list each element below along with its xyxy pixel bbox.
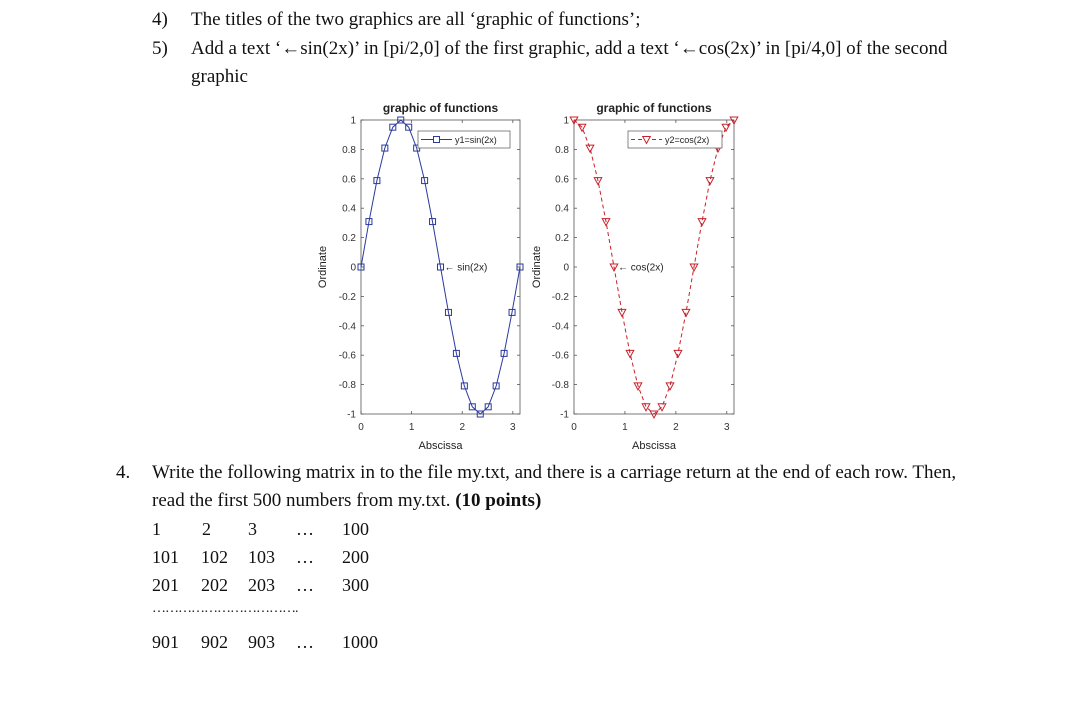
- legend-marker: [434, 137, 440, 143]
- y-tick-label: -0.4: [338, 321, 356, 333]
- data-point: [674, 350, 682, 357]
- x-tick-label: 0: [571, 422, 577, 433]
- question-number: 4.: [116, 462, 131, 483]
- matrix-cell: 2: [202, 519, 211, 539]
- legend-label: y2=cos(2x): [665, 135, 710, 145]
- legend-label: y1=sin(2x): [455, 135, 497, 145]
- chart-title: graphic of functions: [596, 101, 712, 115]
- x-tick-label: 0: [358, 422, 364, 433]
- y-tick-label: 0: [563, 262, 569, 274]
- x-tick-label: 1: [408, 422, 415, 433]
- chart-sin: [317, 101, 523, 452]
- y-tick-label: 1: [563, 115, 569, 127]
- chart-title: graphic of functions: [382, 101, 499, 115]
- matrix-cell: 100: [342, 519, 369, 539]
- y-tick-label: -0.6: [338, 350, 356, 362]
- matrix-cell: 902: [201, 632, 228, 652]
- matrix-ellipsis: …: [296, 632, 314, 652]
- x-tick-label: 1: [622, 422, 628, 433]
- matrix-cell: 202: [201, 575, 228, 595]
- matrix-cell: 102: [201, 547, 228, 567]
- y-tick-label: 0.8: [342, 144, 356, 156]
- matrix-cell: 1000: [342, 632, 378, 652]
- points-label: (10 points): [455, 490, 542, 511]
- matrix-cell: 3: [248, 519, 257, 539]
- data-point: [586, 145, 594, 152]
- y-tick-label: -0.8: [338, 380, 356, 392]
- x-tick-label: 2: [459, 422, 466, 433]
- y-tick-label: 0.4: [342, 203, 356, 215]
- chart-cos: [531, 101, 738, 452]
- matrix-cell: 203: [248, 575, 275, 595]
- matrix-ellipsis: …: [296, 575, 314, 595]
- question-text: read the first 500 numbers from my.txt.: [152, 490, 451, 511]
- y-tick-label: 0.6: [342, 174, 356, 186]
- y-tick-label: -0.6: [551, 350, 569, 362]
- matrix-cell: 201: [152, 575, 179, 595]
- annotation-text: ← sin(2x): [444, 262, 488, 274]
- list-item-text: Add a text ‘←sin(2x)’ in [pi/2,0] of the first graphic, add a text ‘←cos(2x)’ in [pi/4,0] of the second: [191, 38, 948, 59]
- y-tick-label: 0.4: [555, 203, 569, 215]
- x-axis-label: Abscissa: [418, 440, 463, 452]
- list-item-number: 5): [152, 38, 168, 59]
- matrix-cell: 1: [152, 519, 161, 539]
- matrix-ellipsis: …: [296, 519, 314, 539]
- matrix-dots-row: …………………………….: [152, 601, 298, 616]
- y-tick-label: 0.8: [555, 144, 569, 156]
- question-text-line1: Write the following matrix in to the file my.txt, and there is a carriage return at the end of each row. Then,: [152, 462, 957, 483]
- y-tick-label: -0.8: [551, 380, 569, 392]
- x-tick-label: 3: [724, 422, 730, 433]
- matrix-cell: 101: [152, 547, 179, 567]
- y-axis-label: Ordinate: [531, 245, 543, 289]
- matrix-cell: 103: [248, 547, 275, 567]
- y-tick-label: 0: [350, 262, 356, 274]
- list-item-number: 4): [152, 9, 168, 30]
- annotation-text: ← cos(2x): [618, 262, 664, 274]
- x-tick-label: 3: [510, 422, 516, 433]
- y-tick-label: 0.2: [342, 233, 356, 245]
- y-tick-label: -1: [347, 409, 356, 421]
- matrix-cell: 200: [342, 547, 369, 567]
- y-tick-label: 0.2: [555, 233, 569, 245]
- y-tick-label: 0.6: [555, 174, 569, 186]
- matrix-cell: 300: [342, 575, 369, 595]
- series-line: [361, 120, 520, 414]
- matrix-ellipsis: …: [296, 547, 314, 567]
- list-item-continuation: graphic: [191, 66, 248, 87]
- y-tick-label: -1: [560, 409, 569, 421]
- y-axis-label: Ordinate: [317, 245, 329, 289]
- x-tick-label: 2: [673, 422, 679, 433]
- matrix-cell: 903: [248, 632, 275, 652]
- question-text-line2: [152, 489, 541, 513]
- list-item-text: The titles of the two graphics are all ‘graphic of functions’;: [191, 9, 641, 30]
- y-tick-label: 1: [350, 115, 356, 127]
- x-axis-label: Abscissa: [631, 440, 677, 452]
- y-tick-label: -0.4: [551, 321, 569, 333]
- y-tick-label: -0.2: [551, 291, 569, 303]
- matrix-cell: 901: [152, 632, 179, 652]
- y-tick-label: -0.2: [338, 291, 356, 303]
